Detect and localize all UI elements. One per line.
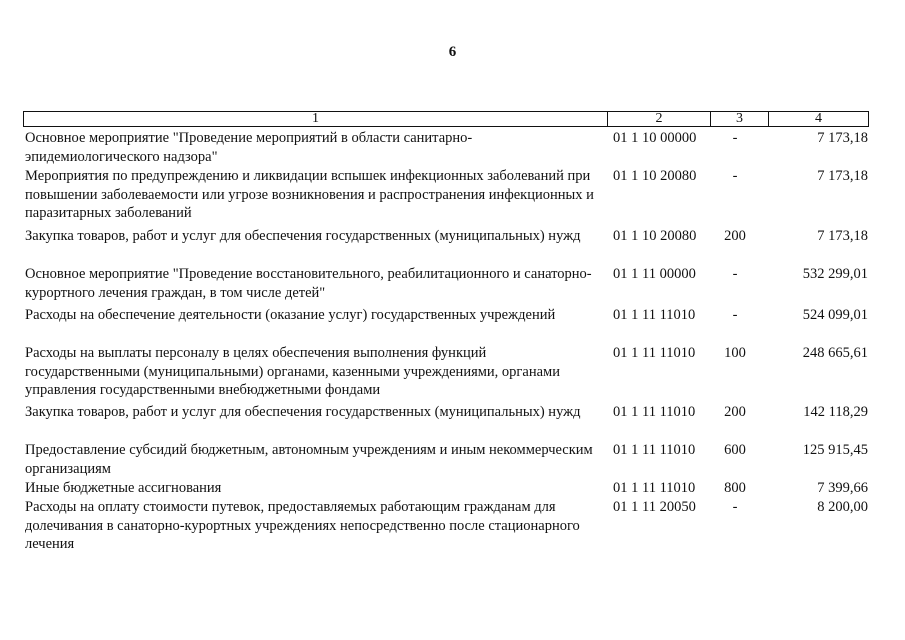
row-type: 200 — [724, 404, 746, 420]
row-amount: 532 299,01 — [802, 266, 868, 282]
row-type: 100 — [724, 345, 746, 361]
row-type: 200 — [724, 228, 746, 244]
row-amount: 7 399,66 — [817, 480, 868, 496]
row-code: 01 1 10 20080 — [613, 228, 697, 244]
row-amount: 125 915,45 — [802, 442, 868, 458]
row-code: 01 1 11 11010 — [613, 404, 696, 420]
row-code: 01 1 10 20080 — [613, 168, 697, 184]
row-code: 01 1 11 00000 — [613, 266, 696, 282]
header-cell-4: 4 — [815, 111, 822, 126]
row-type: - — [732, 168, 738, 184]
row-name: Основное мероприятие "Проведение мероприятий в области санитарно-эпидемиологического надзора" — [25, 130, 473, 165]
row-code: 01 1 11 20050 — [613, 499, 696, 515]
row-type: 800 — [724, 480, 746, 496]
row-amount: 142 118,29 — [803, 404, 868, 420]
row-type: - — [732, 130, 738, 146]
row-amount: 248 665,61 — [802, 345, 868, 361]
row-name: Расходы на выплаты персоналу в целях обеспечения выполнения функций государственными (муниципальными) органами, казенными учреждениями, органами управления государственными внебюджетными фондами — [25, 345, 560, 398]
row-name: Расходы на оплату стоимости путевок, предоставляемых работающим гражданам для долечивания в санаторно-курортных учреждениях непосредственно после стационарного лечения — [25, 499, 580, 552]
header-cell-2: 2 — [608, 112, 711, 126]
row-type: - — [732, 266, 738, 282]
row-code: 01 1 11 11010 — [613, 345, 696, 361]
row-amount: 7 173,18 — [817, 168, 868, 184]
header-cell-3: 3 — [711, 112, 769, 126]
row-amount: 7 173,18 — [817, 228, 868, 244]
row-type: 600 — [724, 442, 746, 458]
row-type: - — [732, 499, 738, 515]
row-type: - — [732, 307, 738, 323]
row-name: Закупка товаров, работ и услуг для обеспечения государственных (муниципальных) нужд — [25, 404, 581, 420]
row-code: 01 1 10 00000 — [613, 130, 697, 146]
row-amount: 524 099,01 — [802, 307, 868, 323]
row-name: Основное мероприятие "Проведение восстановительного, реабилитационного и санаторно-курортного лечения граждан, в том числе детей" — [25, 266, 592, 301]
header-cell-1: 1 — [24, 112, 608, 126]
row-name: Мероприятия по предупреждению и ликвидации вспышек инфекционных заболеваний при повышении заболеваемости или угрозе возникновения и распространения инфекционных и паразитарных заболеваний — [25, 168, 594, 221]
row-name: Иные бюджетные ассигнования — [25, 480, 222, 496]
row-name: Предоставление субсидий бюджетным, автономным учреждениям и иным некоммерческим организациям — [25, 442, 593, 477]
row-amount: 7 173,18 — [817, 130, 868, 146]
page-number: 6 — [448, 44, 457, 60]
row-code: 01 1 11 11010 — [613, 480, 696, 496]
row-name: Закупка товаров, работ и услуг для обеспечения государственных (муниципальных) нужд — [25, 228, 581, 244]
row-code: 01 1 11 11010 — [613, 307, 696, 323]
row-name: Расходы на обеспечение деятельности (оказание услуг) государственных учреждений — [25, 307, 556, 323]
row-amount: 8 200,00 — [817, 499, 868, 515]
row-code: 01 1 11 11010 — [613, 442, 696, 458]
